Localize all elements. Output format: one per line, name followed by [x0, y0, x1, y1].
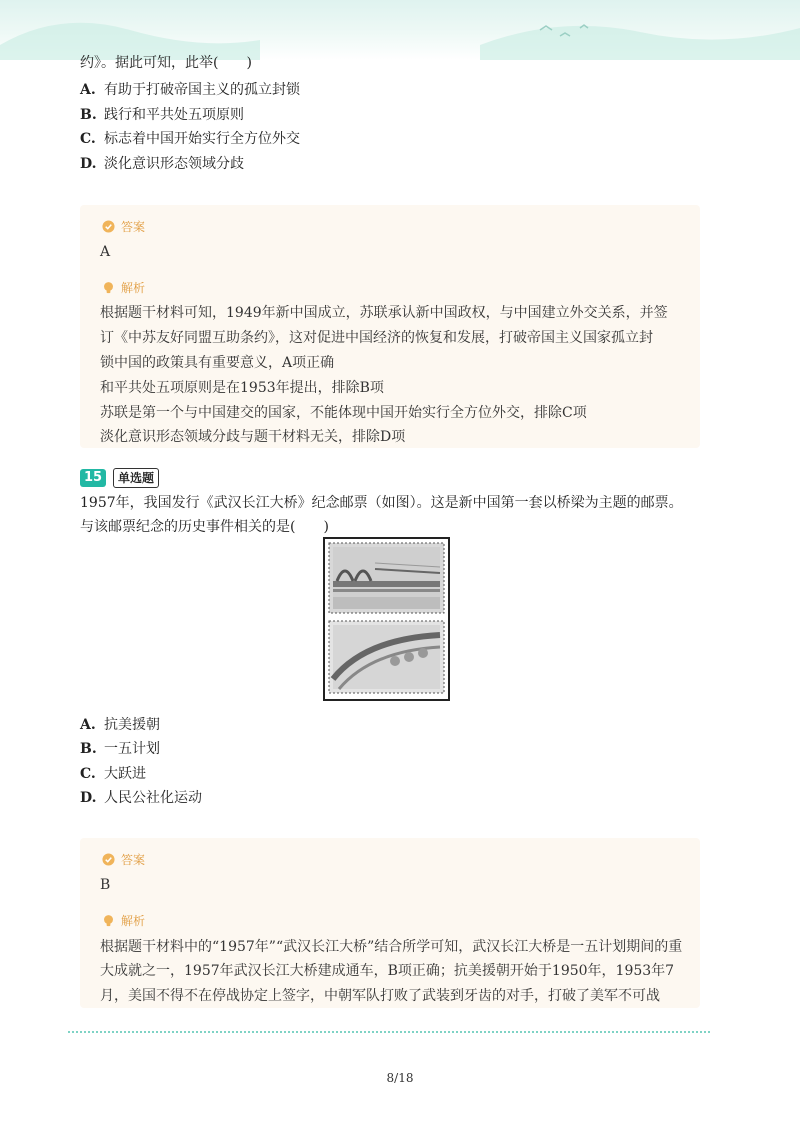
option-a[interactable]: A. 抗美援朝 — [80, 717, 160, 733]
option-c[interactable]: C. 大跃进 — [80, 766, 146, 782]
question-type-badge: 单选题 — [113, 468, 159, 488]
analysis-line: 大成就之一，1957年武汉长江大桥建成通车，B项正确；抗美援朝开始于1950年，1953年7 — [100, 963, 675, 979]
answer-value: B — [100, 877, 111, 893]
analysis-tag: 解析 — [102, 912, 145, 929]
header-banner — [0, 0, 800, 60]
stamp-illustration — [325, 539, 448, 699]
analysis-line: 锁中国的政策具有重要意义，A项正确 — [100, 355, 335, 371]
analysis-line: 苏联是第一个与中国建交的国家，不能体现中国开始实行全方位外交，排除C项 — [100, 405, 587, 421]
option-c[interactable]: C. 标志着中国开始实行全方位外交 — [80, 131, 300, 147]
analysis-line: 和平共处五项原则是在1953年提出，排除B项 — [100, 380, 384, 396]
check-badge-icon — [102, 853, 115, 866]
answer-value: A — [100, 244, 111, 260]
mountain-cloud-decoration — [0, 0, 800, 60]
option-a[interactable]: A. 有助于打破帝国主义的孤立封锁 — [80, 82, 300, 98]
check-badge-icon — [102, 220, 115, 233]
answer-box — [80, 838, 700, 1008]
page-number: 8/18 — [386, 1071, 414, 1085]
option-d[interactable]: D. 人民公社化运动 — [80, 790, 202, 806]
question-stem: 1957年，我国发行《武汉长江大桥》纪念邮票（如图）。这是新中国第一套以桥梁为主题的邮票。 — [80, 495, 683, 511]
option-d[interactable]: D. 淡化意识形态领域分歧 — [80, 156, 244, 172]
lightbulb-icon — [102, 914, 115, 927]
option-b[interactable]: B. 践行和平共处五项原则 — [80, 107, 244, 123]
answer-tag: 答案 — [102, 218, 145, 235]
analysis-line: 月，美国不得不在停战协定上签字，中朝军队打败了武装到牙齿的对手，打破了美军不可战 — [100, 988, 660, 1004]
analysis-line: 淡化意识形态领域分歧与题干材料无关，排除D项 — [100, 429, 406, 445]
analysis-line: 根据题干材料中的“1957年”“武汉长江大桥”结合所学可知，武汉长江大桥是一五计划期间的重 — [100, 939, 683, 955]
question-stem-tail: 约》。据此可知，此举( ) — [80, 55, 252, 71]
answer-tag: 答案 — [102, 851, 145, 868]
footer-divider — [68, 1031, 710, 1033]
analysis-line: 订《中苏友好同盟互助条约》，这对促进中国经济的恢复和发展，打破帝国主义国家孤立封 — [100, 330, 653, 346]
question-stem: 与该邮票纪念的历史事件相关的是( ) — [80, 519, 329, 535]
question-number-badge: 15 — [80, 469, 106, 487]
bridge-stamp-image — [323, 537, 450, 701]
lightbulb-icon — [102, 281, 115, 294]
analysis-line: 根据题干材料可知，1949年新中国成立，苏联承认新中国政权，与中国建立外交关系，并签 — [100, 305, 668, 321]
option-b[interactable]: B. 一五计划 — [80, 741, 160, 757]
analysis-tag: 解析 — [102, 279, 145, 296]
